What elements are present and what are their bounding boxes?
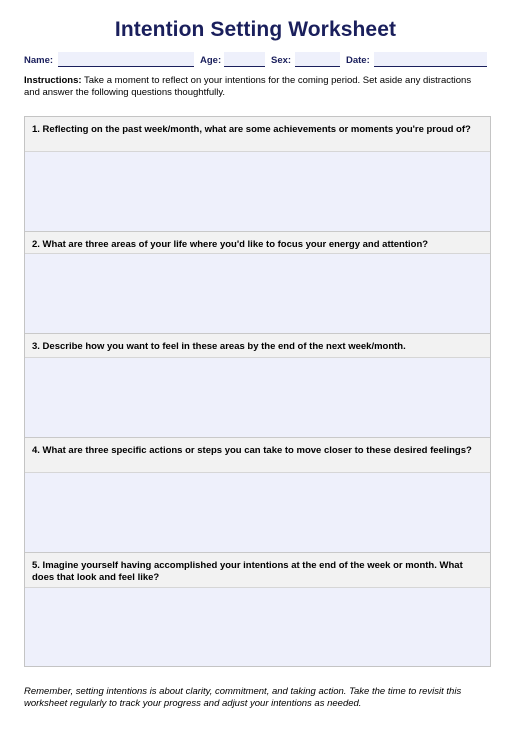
sex-label: Sex: [271, 55, 292, 66]
answer-4-field[interactable] [25, 472, 490, 552]
question-2: 2. What are three areas of your life where you'd like to focus your energy and attention? [25, 231, 490, 253]
instructions [24, 75, 486, 99]
question-5: 5. Imagine yourself having accomplished your intentions at the end of the week or month. What does that look and feel like? [25, 552, 490, 587]
answer-1-field[interactable] [25, 151, 490, 231]
header-fields [24, 52, 489, 68]
date-label: Date: [346, 55, 370, 66]
questions-box [24, 116, 491, 667]
answer-2-field[interactable] [25, 253, 490, 333]
footer-note: Remember, setting intentions is about clarity, commitment, and taking action. Take the time to revisit this worksheet regularly to track your progress and adjust your intentions as needed. [24, 686, 462, 709]
question-1: 1. Reflecting on the past week/month, what are some achievements or moments you're proud of? [25, 117, 490, 151]
name-field[interactable] [58, 52, 194, 67]
age-label: Age: [200, 55, 222, 66]
instructions-label: Instructions: [24, 75, 82, 86]
answer-3-field[interactable] [25, 357, 490, 437]
worksheet-title: Intention Setting Worksheet [114, 18, 397, 41]
instructions-text: Take a moment to reflect on your intentions for the coming period. Set aside any distractions and answer the following questions thoughtfully. [24, 75, 472, 98]
answer-5-field[interactable] [25, 587, 490, 666]
date-field[interactable] [374, 52, 487, 67]
sex-field[interactable] [295, 52, 340, 67]
question-3: 3. Describe how you want to feel in these areas by the end of the next week/month. [25, 333, 490, 357]
question-4: 4. What are three specific actions or steps you can take to move closer to these desired feelings? [25, 437, 490, 472]
name-label: Name: [24, 55, 54, 66]
age-field[interactable] [224, 52, 265, 67]
